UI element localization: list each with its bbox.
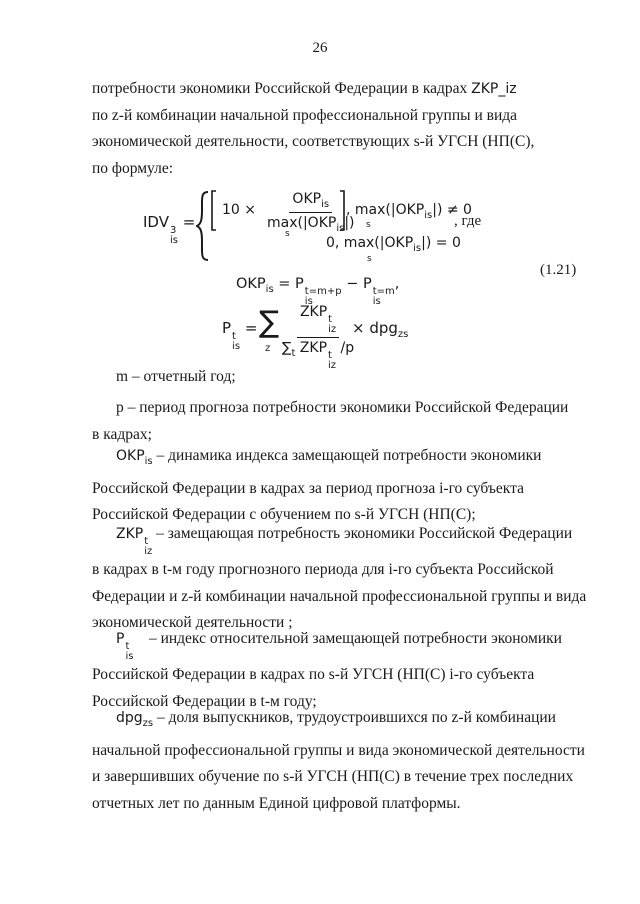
definition-p	[92, 395, 586, 448]
sub: zs	[142, 718, 154, 729]
idv-symbol: IDV	[143, 213, 169, 231]
word: потребности	[403, 630, 488, 647]
text: – доля выпускников, трудоустроившихся по z-й комбинации	[157, 709, 556, 726]
word: Федерации	[172, 666, 246, 683]
equation-okp	[236, 276, 399, 307]
equals-sign: =	[182, 213, 196, 231]
sum-sign: ∑	[282, 340, 292, 356]
sup: t	[125, 641, 130, 652]
sub: is	[304, 296, 313, 307]
sub: zs	[397, 329, 409, 340]
cond-text: , max(|OKP	[346, 202, 425, 218]
line: Российской Федерации в t-м году;	[92, 692, 317, 710]
intro-line-4: по формуле:	[92, 159, 174, 177]
line	[92, 521, 586, 557]
symbol: OKP	[116, 448, 145, 464]
word: за период	[308, 479, 373, 497]
sub: is	[321, 199, 330, 210]
word: и	[474, 106, 483, 124]
sub: is	[169, 235, 178, 246]
word: вида	[486, 106, 518, 124]
word: t-м	[162, 561, 182, 578]
line	[92, 626, 586, 662]
sup: 3	[169, 225, 177, 236]
numerator	[289, 191, 332, 213]
indices	[328, 315, 336, 335]
word: периода	[304, 561, 358, 578]
word: по	[92, 106, 109, 124]
word: Российской	[254, 80, 331, 97]
word: i-го	[449, 666, 473, 683]
sup: t	[328, 350, 332, 361]
max-text: max(|OKP	[267, 215, 337, 231]
sub: iz	[144, 546, 153, 557]
line	[92, 443, 586, 476]
word: УГСН	[437, 133, 479, 150]
word: Российской	[92, 479, 169, 497]
word: экономики	[470, 447, 542, 464]
sub: iz	[328, 360, 337, 371]
word: (НП(С),	[482, 133, 535, 150]
p-symbol: P	[222, 319, 232, 337]
intro-line-3	[92, 129, 586, 156]
sup: t=m	[372, 286, 395, 297]
zkp-symbol: ZKP	[295, 340, 328, 356]
symbol: ZKP	[116, 526, 144, 542]
sub: is	[413, 243, 422, 254]
line	[92, 705, 586, 738]
okp-term	[116, 447, 232, 467]
word: в	[411, 80, 419, 97]
line: и завершивших обучение по s-й УГСН (НП(С) в течение трех последних	[92, 768, 574, 785]
indices	[232, 332, 240, 352]
line: в кадрах;	[92, 425, 152, 443]
idv-indices	[170, 226, 178, 246]
word: субъекта	[466, 479, 524, 497]
case1-fraction	[267, 191, 355, 234]
max-subscript: s	[285, 229, 290, 239]
div-p: /p	[336, 340, 355, 356]
intro-paragraph	[92, 76, 586, 182]
indices	[125, 642, 133, 662]
word: в кадрах	[249, 479, 305, 497]
line: отчетных лет по данным Единой цифровой платформы.	[92, 794, 461, 812]
line: экономической деятельности ;	[92, 614, 293, 631]
word: прогнозного	[218, 561, 301, 578]
fraction	[282, 304, 354, 371]
word: для	[361, 561, 385, 578]
equation-p-times	[352, 319, 408, 340]
word: деятельности,	[195, 133, 289, 150]
sub: is	[336, 223, 345, 234]
word: Российской	[92, 666, 169, 683]
word: комбинации	[136, 106, 217, 124]
word: замещающей	[312, 630, 400, 647]
word: Федерации	[334, 80, 408, 97]
definition-m: m – отчетный год;	[116, 368, 236, 385]
sub: is	[424, 210, 433, 221]
word: экономической	[92, 133, 192, 150]
symbol: dpg	[116, 710, 143, 726]
word: (НП(С)	[397, 666, 446, 683]
word: потребности	[383, 447, 467, 464]
line	[92, 476, 586, 503]
coefficient: 10 ×	[222, 202, 256, 218]
sub: t	[291, 348, 296, 359]
word: экономики	[491, 630, 562, 647]
sup: t=m+p	[304, 286, 342, 297]
word: кадрах	[422, 80, 468, 97]
case2	[326, 235, 461, 254]
word: Федерации	[172, 479, 246, 497]
left-floor-bracket	[210, 190, 218, 232]
denominator	[267, 213, 355, 234]
word: субъекта	[476, 666, 535, 683]
word: в кадрах	[92, 561, 148, 578]
word: – динамика	[156, 447, 232, 464]
sub: is	[372, 296, 381, 307]
case2-end: |) = 0	[421, 235, 461, 251]
sub: iz	[328, 324, 337, 335]
word: году	[185, 561, 215, 578]
word: – индекс	[148, 630, 206, 647]
case-brace	[196, 190, 210, 262]
sum-sign: ∑	[259, 305, 280, 340]
word: экономики	[179, 80, 251, 97]
definition-dpg	[92, 705, 586, 817]
zkp-symbol: ZKP	[299, 304, 328, 320]
word: профессиональной	[292, 106, 419, 124]
case2-text: 0, max(|OKP	[326, 235, 414, 251]
fraction	[267, 191, 355, 234]
indices	[373, 287, 395, 307]
close: |)	[344, 215, 355, 231]
pis-term	[116, 630, 206, 662]
word: s-й	[413, 133, 434, 150]
p-symbol: = P	[278, 276, 304, 292]
sub: is	[144, 456, 153, 467]
numerator	[297, 304, 339, 338]
indices	[144, 537, 152, 557]
p-symbol: − P	[346, 276, 372, 292]
word: по s-й	[308, 666, 349, 683]
line	[92, 662, 586, 689]
definition-okp	[92, 443, 586, 529]
word: УГСН	[352, 666, 394, 683]
equals-sign: =	[244, 319, 258, 337]
sup: t	[328, 314, 333, 325]
sub: is	[232, 341, 241, 352]
zkp-symbol: ZKP_iz	[471, 81, 517, 97]
sub: is	[265, 284, 274, 295]
comma: ,	[394, 276, 400, 292]
sup: t	[144, 536, 149, 547]
definition-zkp	[92, 521, 586, 637]
word: i-го	[439, 479, 463, 497]
where-text: , где	[454, 213, 482, 229]
formula-lhs	[143, 213, 195, 246]
symbol: P	[116, 631, 125, 647]
word: начальной	[220, 106, 289, 124]
word: в	[151, 561, 159, 578]
text: – замещающая потребность экономики Российской Федерации	[156, 525, 573, 542]
equation-p-fraction	[282, 304, 354, 371]
intro-line-2	[92, 103, 586, 130]
word: Российской	[477, 561, 554, 578]
max-subscript: s	[367, 254, 372, 264]
line	[92, 557, 586, 584]
line: начальной профессиональной группы и вида экономической деятельности	[92, 741, 585, 759]
sup: t	[232, 331, 236, 342]
line: p – период прогноза потребности экономики Российской Федерации	[116, 399, 569, 416]
line: Российской Федерации с обучением по s-й УГСН (НП(С);	[92, 506, 476, 523]
sub: is	[125, 651, 134, 662]
word: потребности	[92, 80, 176, 97]
word: замещающей	[292, 447, 380, 464]
equation-number: (1.21)	[540, 262, 577, 278]
word: относительной	[209, 630, 309, 647]
cond-end: |) ≠ 0	[432, 202, 472, 218]
word: группы	[421, 106, 471, 124]
word: z-й	[111, 106, 133, 124]
okp-symbol: OKP	[236, 276, 266, 292]
page-number: 26	[312, 40, 328, 56]
equation-p-lhs	[222, 319, 257, 352]
word: в кадрах	[249, 666, 305, 683]
definition-pis	[92, 626, 586, 715]
line: Федерации и z-й комбинации начальной профессиональной группы и вида	[92, 587, 587, 605]
word: индекса	[235, 447, 289, 464]
word: субъекта	[415, 561, 474, 578]
word: соответствующих	[292, 133, 410, 150]
dpg-symbol: × dpg	[352, 319, 398, 337]
max-subscript: s	[366, 220, 371, 230]
okp-symbol: OKP	[292, 191, 322, 207]
intro-line-1	[92, 76, 586, 103]
word: прогноза	[376, 479, 436, 497]
word: i-го	[388, 561, 412, 578]
sum-index: z	[265, 343, 271, 354]
